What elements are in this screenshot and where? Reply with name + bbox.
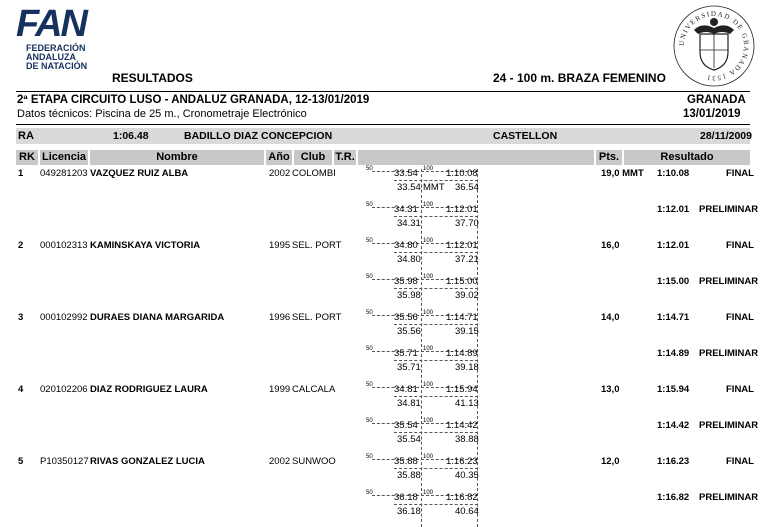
split-distance-50: 50: [366, 238, 373, 244]
record-date: 28/11/2009: [700, 130, 752, 142]
athlete-points: 19,0 MMT: [601, 168, 644, 179]
athlete-points: 13,0: [601, 384, 620, 395]
final-phase: FINAL: [726, 168, 754, 179]
athlete-year: 1999: [269, 384, 291, 395]
athlete-rank: 2: [18, 240, 24, 251]
split-mid-rule: [394, 180, 478, 181]
split-time-50: 34.80: [394, 240, 418, 251]
final-phase: FINAL: [726, 384, 754, 395]
event-title: 24 - 100 m. BRAZA FEMENINO: [493, 71, 666, 85]
split-divider-1: [421, 241, 422, 275]
split-time-50: 36.18: [394, 492, 418, 503]
split-distance-50: 50: [366, 202, 373, 208]
split-partial-50: 33.54: [397, 182, 421, 193]
split-partial-100: 37.70: [455, 218, 479, 229]
split-time-50: 33.54: [394, 168, 418, 179]
athlete-licencia: 000102992: [40, 312, 88, 323]
col-club: Club: [294, 150, 332, 165]
split-partial-50: 34.31: [397, 218, 421, 229]
final-result: 1:15.94: [657, 384, 690, 395]
split-divider-1: [421, 205, 422, 239]
record-time: 1:06.48: [113, 130, 149, 142]
split-distance-50: 50: [366, 382, 373, 388]
split-time-50: 35.88: [394, 456, 418, 467]
final-result: 1:14.71: [657, 312, 690, 323]
split-partial-100: 39.02: [455, 290, 479, 301]
prelim-phase: PRELIMINAR: [699, 492, 759, 503]
prelim-result: 1:16.82: [657, 492, 690, 503]
fan-logo-mark: FAN: [16, 3, 86, 45]
athlete-rank: 1: [18, 168, 24, 179]
col-tr: T.R.: [335, 151, 355, 163]
tech-data: Datos técnicos: Piscina de 25 m., Cronometraje Electrónico: [17, 108, 307, 120]
col-ano: Año: [266, 150, 292, 165]
prelim-result: 1:15.00: [657, 276, 690, 287]
split-time-100: 1:12.01: [446, 204, 478, 215]
split-time-50: 34.81: [394, 384, 418, 395]
split-distance-100: 100: [423, 382, 434, 388]
prelim-result: 1:14.42: [657, 420, 690, 431]
split-distance-100: 100: [423, 454, 434, 460]
split-mid-rule: [394, 504, 478, 505]
split-partial-100: 38.88: [455, 434, 479, 445]
athlete-year: 1996: [269, 312, 291, 323]
final-result: 1:16.23: [657, 456, 690, 467]
prelim-result: 1:12.01: [657, 204, 690, 215]
split-time-50: 35.56: [394, 312, 418, 323]
athlete-licencia: 000102313: [40, 240, 88, 251]
split-time-50: 34.31: [394, 204, 418, 215]
split-partial-50: 35.71: [397, 362, 421, 373]
split-divider-1: [421, 313, 422, 347]
header-rule-2: [16, 124, 750, 125]
split-partial-100: 39.15: [455, 326, 479, 337]
record-code: RA: [18, 130, 34, 142]
split-divider-1: [421, 385, 422, 419]
split-mid-rule: [394, 360, 478, 361]
athlete-name: VAZQUEZ RUIZ ALBA: [90, 168, 189, 179]
athlete-name: KAMINSKAYA VICTORIA: [90, 240, 201, 251]
athlete-club: SEL. PORT: [292, 240, 342, 251]
record-holder: BADILLO DIAZ CONCEPCION: [184, 130, 333, 142]
header-rule: [16, 91, 750, 92]
col-resultado: Resultado: [624, 150, 750, 165]
split-partial-50: 35.98: [397, 290, 421, 301]
split-mid-rule: [394, 252, 478, 253]
split-divider-1: [421, 349, 422, 383]
split-distance-50: 50: [366, 490, 373, 496]
split-partial-100: 37.21: [455, 254, 479, 265]
athlete-year: 1995: [269, 240, 291, 251]
split-partial-100: 36.54: [455, 182, 479, 193]
split-partial-50: 35.54: [397, 434, 421, 445]
federation-line-3: DE NATACIÓN: [26, 61, 88, 71]
split-mid-rule: [394, 468, 478, 469]
split-time-100: 1:10.08: [446, 168, 478, 179]
split-mid-rule: [394, 396, 478, 397]
record-place: CASTELLON: [493, 130, 558, 142]
athlete-rank: 3: [18, 312, 24, 323]
split-time-100: 1:14.71: [446, 312, 478, 323]
meet-date: 13/01/2019: [683, 108, 741, 120]
split-time-100: 1:14.42: [446, 420, 478, 431]
split-partial-50: 36.18: [397, 506, 421, 517]
col-splits: [358, 150, 594, 165]
prelim-result: 1:14.89: [657, 348, 690, 359]
split-partial-50: 34.80: [397, 254, 421, 265]
split-distance-100: 100: [423, 166, 434, 172]
split-partial-100: 39.18: [455, 362, 479, 373]
split-mid-rule: [394, 216, 478, 217]
split-partial-100: 41.13: [455, 398, 479, 409]
athlete-year: 2002: [269, 456, 291, 467]
split-time-100: 1:16.23: [446, 456, 478, 467]
athlete-club: COLOMBI: [292, 168, 336, 179]
split-time-100: 1:12.01: [446, 240, 478, 251]
split-distance-100: 100: [423, 202, 434, 208]
col-licencia: Licencia: [41, 151, 87, 163]
federation-line-1: FEDERACIÓN: [26, 43, 86, 53]
col-rk: RK: [16, 150, 38, 165]
federation-line-2: ANDALUZA: [26, 52, 76, 62]
prelim-phase: PRELIMINAR: [699, 204, 759, 215]
athlete-points: 12,0: [601, 456, 620, 467]
split-distance-50: 50: [366, 166, 373, 172]
crest-text: UNIVERSIDAD DE GRANADA 1531: [677, 9, 751, 83]
final-phase: FINAL: [726, 240, 754, 251]
results-label: RESULTADOS: [112, 71, 193, 85]
split-time-100: 1:16.82: [446, 492, 478, 503]
fan-logo: [16, 4, 92, 71]
split-distance-100: 100: [423, 490, 434, 496]
prelim-phase: PRELIMINAR: [699, 276, 759, 287]
split-distance-100: 100: [423, 346, 434, 352]
split-partial-50: 35.88: [397, 470, 421, 481]
split-distance-100: 100: [423, 418, 434, 424]
split-divider-1: [421, 169, 422, 203]
split-mark: MMT: [423, 182, 445, 193]
athlete-club: SUNWOO: [292, 456, 336, 467]
split-time-100: 1:14.89: [446, 348, 478, 359]
athlete-name: RIVAS GONZALEZ LUCIA: [90, 456, 205, 467]
athlete-club: SEL. PORT: [292, 312, 342, 323]
split-divider-1: [421, 457, 422, 491]
split-mid-rule: [394, 432, 478, 433]
athlete-name: DIAZ RODRIGUEZ LAURA: [90, 384, 208, 395]
split-partial-50: 35.56: [397, 326, 421, 337]
split-divider-1: [421, 421, 422, 455]
split-partial-50: 34.81: [397, 398, 421, 409]
final-phase: FINAL: [726, 312, 754, 323]
split-time-100: 1:15.94: [446, 384, 478, 395]
split-distance-100: 100: [423, 310, 434, 316]
split-divider-1: [421, 493, 422, 527]
split-distance-50: 50: [366, 346, 373, 352]
meet-city: GRANADA: [687, 94, 746, 106]
meet-title: 2ª ETAPA CIRCUITO LUSO - ANDALUZ GRANADA, 12-13/01/2019: [17, 94, 370, 106]
split-time-50: 35.54: [394, 420, 418, 431]
split-distance-50: 50: [366, 454, 373, 460]
split-distance-100: 100: [423, 274, 434, 280]
athlete-licencia: 020102206: [40, 384, 88, 395]
final-result: 1:12.01: [657, 240, 690, 251]
split-distance-50: 50: [366, 274, 373, 280]
athlete-points: 16,0: [601, 240, 620, 251]
col-nombre: Nombre: [90, 150, 264, 165]
athlete-points: 14,0: [601, 312, 620, 323]
split-distance-100: 100: [423, 238, 434, 244]
split-time-50: 35.98: [394, 276, 418, 287]
prelim-phase: PRELIMINAR: [699, 420, 759, 431]
split-distance-50: 50: [366, 310, 373, 316]
col-pts: Pts.: [596, 150, 622, 165]
athlete-year: 2002: [269, 168, 291, 179]
split-partial-100: 40.35: [455, 470, 479, 481]
split-time-100: 1:15.00: [446, 276, 478, 287]
prelim-phase: PRELIMINAR: [699, 348, 759, 359]
final-result: 1:10.08: [657, 168, 690, 179]
split-time-50: 35.71: [394, 348, 418, 359]
split-divider-1: [421, 277, 422, 311]
athlete-licencia: P10350127: [40, 456, 89, 467]
athlete-name: DURAES DIANA MARGARIDA: [90, 312, 225, 323]
university-crest-icon: [672, 4, 756, 88]
athlete-rank: 5: [18, 456, 24, 467]
split-mid-rule: [394, 288, 478, 289]
split-distance-50: 50: [366, 418, 373, 424]
final-phase: FINAL: [726, 456, 754, 467]
split-mid-rule: [394, 324, 478, 325]
split-partial-100: 40.64: [455, 506, 479, 517]
athlete-rank: 4: [18, 384, 24, 395]
athlete-licencia: 049281203: [40, 168, 88, 179]
athlete-club: CALCALA: [292, 384, 336, 395]
